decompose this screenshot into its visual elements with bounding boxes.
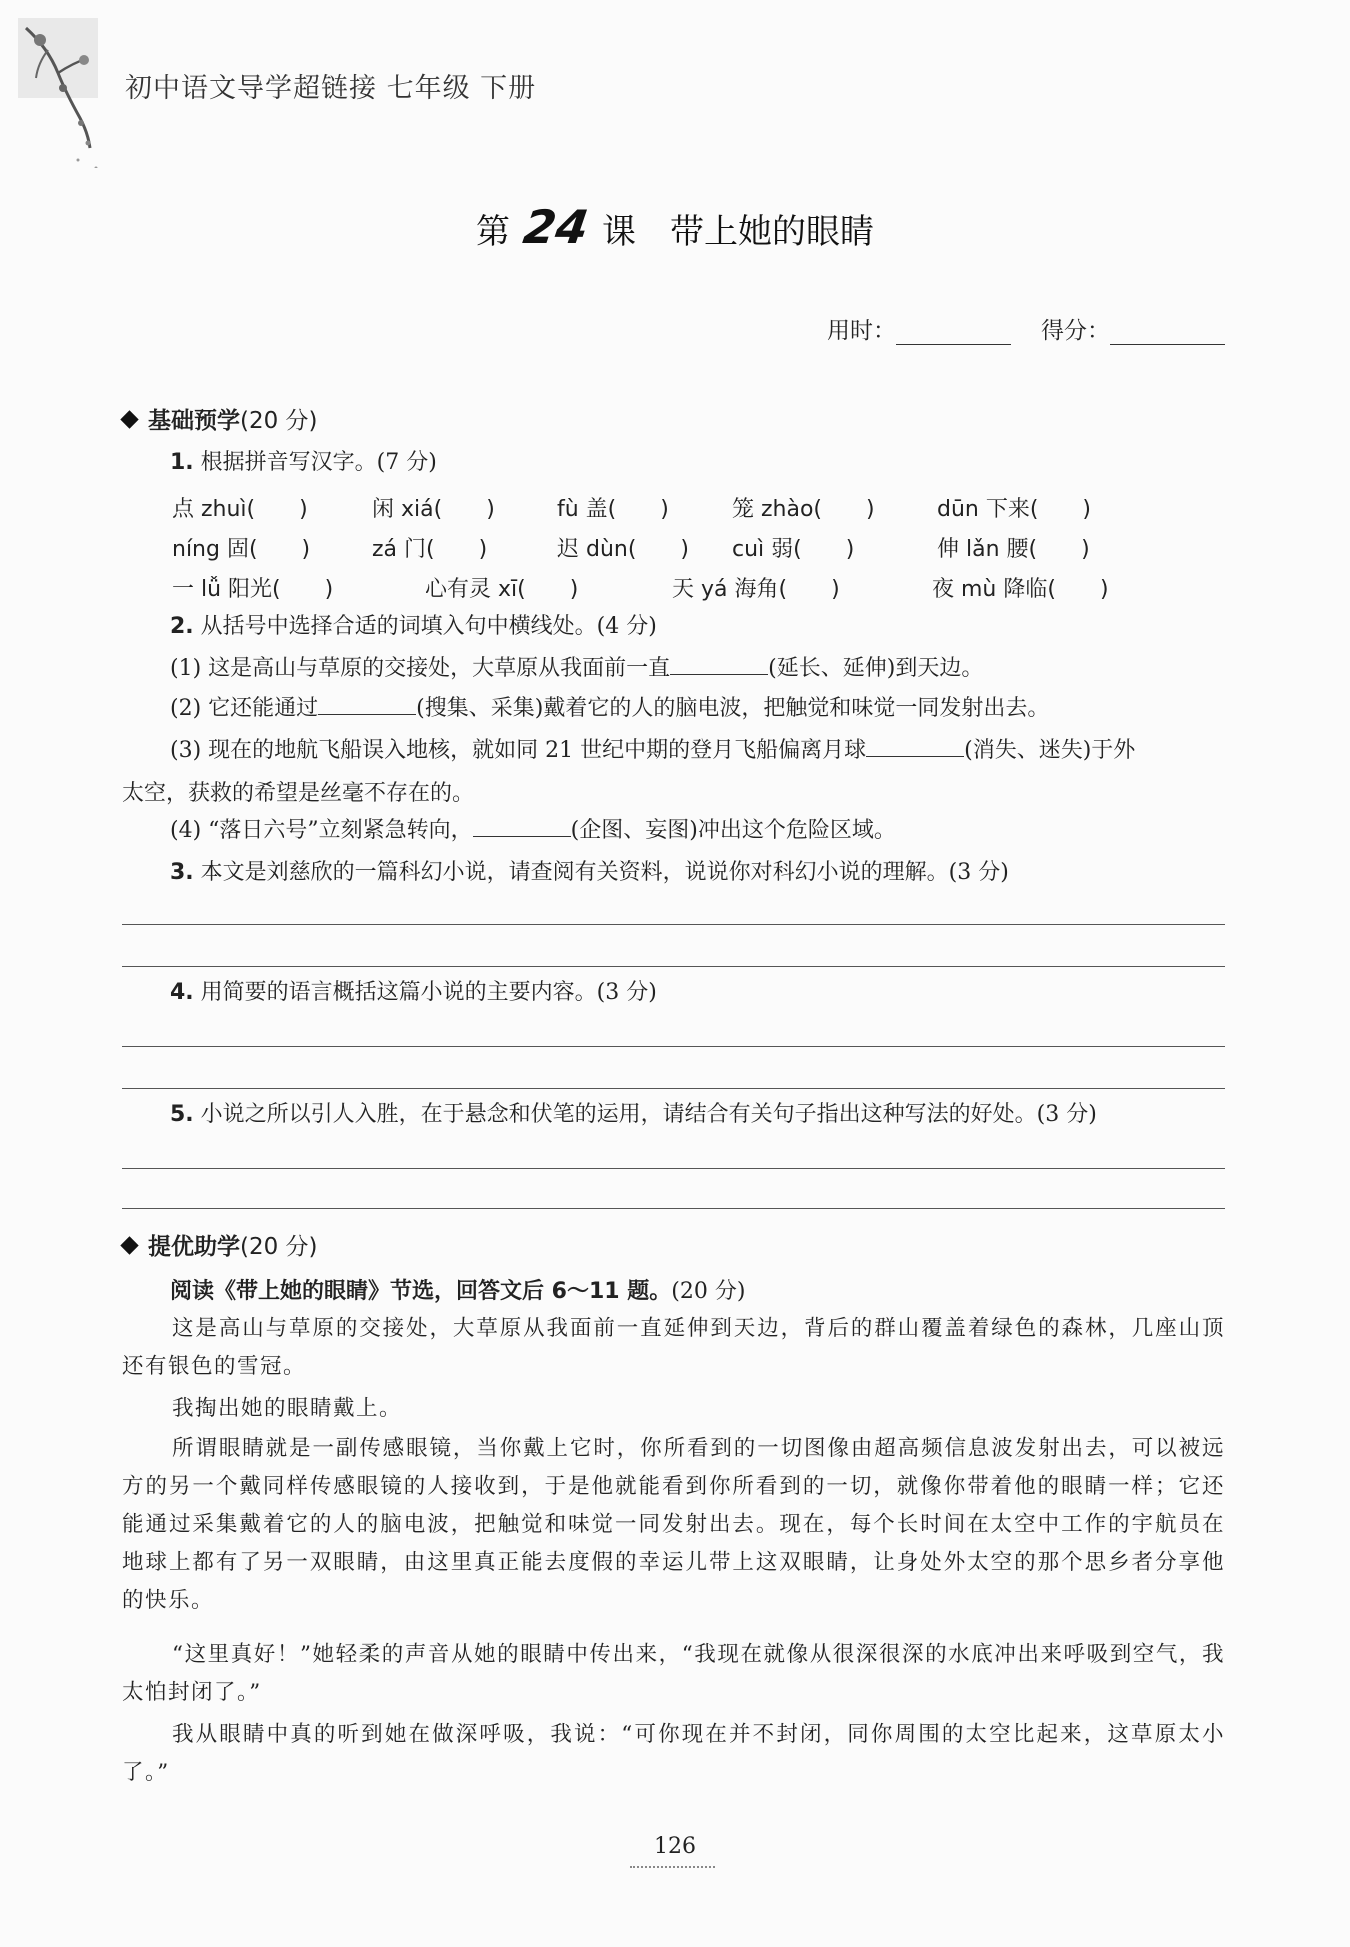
lesson-prefix: 第 <box>475 212 510 252</box>
pinyin-item: 一 lǚ 阳光( ) <box>172 577 334 602</box>
answer-line[interactable] <box>122 1168 1225 1169</box>
lesson-title <box>0 200 1350 254</box>
answer-line[interactable] <box>122 1046 1225 1047</box>
book-title: 初中语文导学超链接 七年级 下册 <box>125 73 537 104</box>
question-text: 根据拼音写汉字。(7 分) <box>200 450 437 475</box>
sentence-part: (消失、迷失)于外 <box>964 738 1136 763</box>
lesson-number: 24 <box>520 200 592 254</box>
fill-item-3-continued: 太空，获救的希望是丝毫不存在的。 <box>122 781 475 806</box>
answer-line[interactable] <box>122 966 1225 967</box>
question-1 <box>170 448 437 478</box>
section-basic-heading <box>123 402 318 435</box>
diamond-bullet-icon <box>120 410 138 428</box>
fill-item-3 <box>170 736 1135 766</box>
pinyin-item: níng 固( ) <box>172 537 311 562</box>
sentence-part: (搜集、采集)戴着它的人的脑电波，把触觉和味觉一同发射出去。 <box>416 696 1050 721</box>
lesson-suffix: 课 <box>602 212 636 252</box>
question-3 <box>170 858 1009 888</box>
pinyin-item: 伸 lǎn 腰( ) <box>937 537 1090 562</box>
section-points: (20 分) <box>240 408 318 434</box>
pinyin-item: 笼 zhào( ) <box>732 497 875 522</box>
score-blank[interactable] <box>1110 322 1225 345</box>
question-5 <box>170 1100 1097 1130</box>
question-number: 4. <box>170 980 194 1005</box>
answer-line[interactable] <box>122 1208 1225 1209</box>
sentence-part: (企图、妄图)冲出这个危险区域。 <box>570 818 896 843</box>
pinyin-item: cuì 弱( ) <box>732 537 855 562</box>
pinyin-item: 闲 xiá( ) <box>372 497 495 522</box>
score-label: 得分： <box>1041 318 1110 344</box>
answer-blank[interactable] <box>866 736 964 757</box>
question-2 <box>170 612 657 642</box>
fill-item-4 <box>170 816 896 846</box>
sentence-part: (1) 这是高山与草原的交接处，大草原从我面前一直 <box>170 656 671 681</box>
reading-instruction <box>170 1274 745 1305</box>
time-score-fields <box>827 312 1225 345</box>
question-number: 2. <box>170 614 194 639</box>
pinyin-item: fù 盖( ) <box>557 497 669 522</box>
pinyin-item: 心有灵 xī( ) <box>425 577 579 602</box>
section-title: 基础预学 <box>148 408 240 434</box>
plum-branch-decoration <box>18 18 106 168</box>
time-blank[interactable] <box>896 322 1011 345</box>
passage-paragraph: 所谓眼睛就是一副传感眼镜，当你戴上它时，你所看到的一切图像由超高频信息波发射出去，可以被远方的另一个戴同样传感眼镜的人接收到，于是他就能看到你所看到的一切，就像你带着他的眼睛一样；它还能通过采集戴着它的人的脑电波，把触觉和味觉一同发射出去。现在，每个长时间在太空中工作的宇航员在地球上都有了另一双眼睛，由这里真正能去度假的幸运儿带上这双眼睛，让身处外太空的那个思乡者分享他的快乐。 <box>122 1436 1225 1613</box>
pinyin-item: dūn 下来( ) <box>937 497 1092 522</box>
question-text: 用简要的语言概括这篇小说的主要内容。(3 分) <box>200 980 657 1005</box>
passage-paragraph: 我掏出她的眼睛戴上。 <box>172 1396 403 1421</box>
passage-paragraph: 这是高山与草原的交接处，大草原从我面前一直延伸到天边，背后的群山覆盖着绿色的森林，几座山顶还有银色的雪冠。 <box>122 1316 1225 1379</box>
answer-line[interactable] <box>122 1088 1225 1089</box>
passage-paragraph: “这里真好！”她轻柔的声音从她的眼睛中传出来，“我现在就像从很深很深的水底冲出来呼吸到空气，我太怕封闭了。” <box>122 1642 1225 1705</box>
pinyin-item: 夜 mù 降临( ) <box>932 577 1109 602</box>
pinyin-item: 天 yá 海角( ) <box>672 577 840 602</box>
answer-blank[interactable] <box>670 654 768 675</box>
answer-blank[interactable] <box>473 816 571 837</box>
pinyin-item: zá 门( ) <box>372 537 488 562</box>
fill-item-1 <box>170 654 983 684</box>
passage-paragraph: 我从眼睛中真的听到她在做深呼吸，我说：“可你现在并不封闭，同你周围的太空比起来，这草原太小了。” <box>122 1722 1225 1785</box>
pinyin-item: 迟 dùn( ) <box>557 537 690 562</box>
section-advanced-heading <box>123 1228 318 1261</box>
sentence-part: (延长、延伸)到天边。 <box>768 656 984 681</box>
instruction-points: (20 分) <box>671 1279 746 1304</box>
question-text: 从括号中选择合适的词填入句中横线处。(4 分) <box>200 614 657 639</box>
diamond-bullet-icon <box>120 1236 138 1254</box>
page-number: 126 <box>654 1834 696 1859</box>
fill-item-2 <box>170 694 1049 724</box>
pinyin-item: 点 zhuì( ) <box>172 497 308 522</box>
question-number: 1. <box>170 450 194 475</box>
lesson-name: 带上她的眼睛 <box>670 212 874 252</box>
question-text: 本文是刘慈欣的一篇科幻小说，请查阅有关资料，说说你对科幻小说的理解。(3 分) <box>200 860 1009 885</box>
instruction-text: 阅读《带上她的眼睛》节选，回答文后 6～11 题。 <box>170 1279 672 1304</box>
question-number: 3. <box>170 860 194 885</box>
question-number: 5. <box>170 1102 194 1127</box>
sentence-part: (3) 现在的地航飞船误入地核，就如同 21 世纪中期的登月飞船偏离月球 <box>170 738 867 763</box>
sentence-part: (2) 它还能通过 <box>170 696 319 721</box>
time-label: 用时： <box>827 318 896 344</box>
section-title: 提优助学 <box>148 1234 240 1260</box>
answer-line[interactable] <box>122 924 1225 925</box>
section-points: (20 分) <box>240 1234 318 1260</box>
question-4 <box>170 978 657 1008</box>
page-number-underline <box>630 1866 715 1868</box>
sentence-part: (4) “落日六号”立刻紧急转向， <box>170 818 473 843</box>
answer-blank[interactable] <box>318 694 416 715</box>
question-text: 小说之所以引人入胜，在于悬念和伏笔的运用，请结合有关句子指出这种写法的好处。(3 分) <box>200 1102 1097 1127</box>
